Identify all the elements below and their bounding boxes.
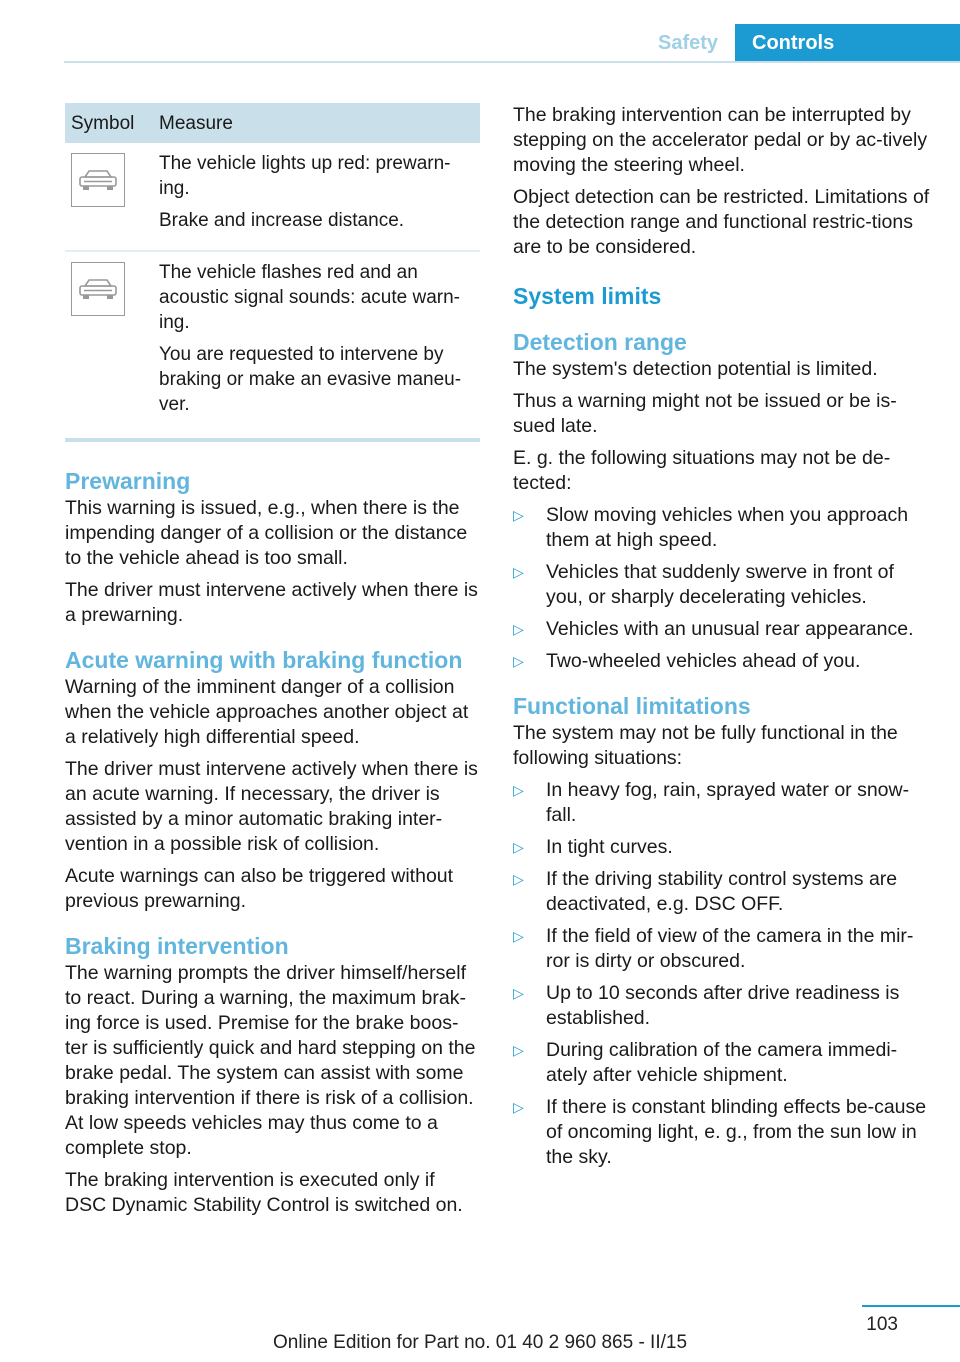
table-row xyxy=(65,143,480,251)
symbol-table xyxy=(65,103,480,434)
paragraph: The system may not be fully functional in the following situations: xyxy=(513,722,898,769)
page-number-rule xyxy=(862,1305,960,1307)
symbol-cell xyxy=(65,251,153,434)
paragraph: The driver must intervene actively when there is an acute warning. If necessary, the driver is assisted by a minor automatic braking inter-vention in a possible risk of collision. xyxy=(65,758,478,855)
paragraph: This warning is issued, e.g., when there is the impending danger of a collision or the distance to the vehicle ahead is too small. xyxy=(65,497,468,569)
paragraph: The braking intervention is executed only if DSC Dynamic Stability Control is switched on. xyxy=(65,1169,463,1216)
bullet-arrow-icon: ▷ xyxy=(513,985,524,1001)
section-title-system-limits: System limits xyxy=(513,283,662,309)
measure-text: You are requested to intervene by braking or make an evasive maneu-ver. xyxy=(159,344,462,415)
page-number: 103 xyxy=(866,1314,898,1335)
paragraph: The driver must intervene actively when there is a prewarning. xyxy=(65,579,478,626)
section-title-functional-limitations: Functional limitations xyxy=(513,693,751,719)
bullet-arrow-icon: ▷ xyxy=(513,564,524,580)
header-tab-controls: Controls xyxy=(735,24,960,62)
list-item: ▷ Two-wheeled vehicles ahead of you. xyxy=(513,650,861,672)
measure-cell xyxy=(153,143,480,251)
list-item: ▷ In tight curves. xyxy=(513,836,673,858)
right-column xyxy=(513,103,933,1177)
section-title-braking-intervention: Braking intervention xyxy=(65,933,289,959)
list-item: ▷ Slow moving vehicles when you approach them at high speed. xyxy=(513,504,909,551)
measure-text: Brake and increase distance. xyxy=(159,210,405,231)
col-symbol-header: Symbol xyxy=(65,103,153,143)
table-header-row xyxy=(65,103,480,143)
paragraph: The braking intervention can be interrupted by stepping on the accelerator pedal or by ac-tively moving the steering wheel. xyxy=(513,104,928,176)
list-item: ▷ In heavy fog, rain, sprayed water or snow-fall. xyxy=(513,779,910,826)
header-tab-safety: Safety xyxy=(657,32,719,54)
list-item: ▷ Vehicles that suddenly swerve in front of you, or sharply decelerating vehicles. xyxy=(513,561,894,608)
table-row xyxy=(65,251,480,434)
edition-footer: Online Edition for Part no. 01 40 2 960 865 - II/15 xyxy=(272,1332,688,1353)
measure-cell xyxy=(153,251,480,434)
paragraph: Acute warnings can also be triggered without previous prewarning. xyxy=(65,865,454,912)
measure-text: The vehicle lights up red: prewarn-ing. xyxy=(159,153,451,199)
bullet-arrow-icon: ▷ xyxy=(513,782,524,798)
bullet-arrow-icon: ▷ xyxy=(513,871,524,887)
bullet-arrow-icon: ▷ xyxy=(513,839,524,855)
header-divider xyxy=(64,61,960,63)
paragraph: E. g. the following situations may not be de-tected: xyxy=(513,447,891,494)
bullet-arrow-icon: ▷ xyxy=(513,1042,524,1058)
left-column xyxy=(65,103,480,1225)
col-measure-header: Measure xyxy=(153,103,480,143)
bullet-arrow-icon: ▷ xyxy=(513,507,524,523)
bullet-arrow-icon: ▷ xyxy=(513,928,524,944)
symbol-cell xyxy=(65,143,153,251)
list-item: ▷ Vehicles with an unusual rear appearance. xyxy=(513,618,914,640)
paragraph: Warning of the imminent danger of a collision when the vehicle approaches another object at a relatively high differential speed. xyxy=(65,676,469,748)
list-item: ▷ If there is constant blinding effects be-cause of oncoming light, e. g., from the sun low in the sky. xyxy=(513,1096,927,1168)
bullet-arrow-icon: ▷ xyxy=(513,621,524,637)
car-warning-icon xyxy=(71,262,125,316)
paragraph: Object detection can be restricted. Limitations of the detection range and functional restric-tions are to be considered. xyxy=(513,186,930,258)
paragraph: The warning prompts the driver himself/herself to react. During a warning, the maximum brak-ing force is used. Premise for the brake boos-ter is sufficiently quick and hard stepping on the brake pedal. The system can assist with some braking intervention if there is risk of a collision. At low speeds vehicles may thus come to a complete stop. xyxy=(65,962,476,1159)
paragraph: Thus a warning might not be issued or be is-sued late. xyxy=(513,390,897,437)
section-title-prewarning: Prewarning xyxy=(65,468,191,494)
bullet-arrow-icon: ▷ xyxy=(513,653,524,669)
measure-text: The vehicle flashes red and an acoustic signal sounds: acute warn-ing. xyxy=(159,262,460,333)
list-item: ▷ During calibration of the camera immedi-ately after vehicle shipment. xyxy=(513,1039,898,1086)
section-title-detection-range: Detection range xyxy=(513,329,687,355)
functional-list xyxy=(513,778,933,1170)
list-item: ▷ Up to 10 seconds after drive readiness is established. xyxy=(513,982,900,1029)
detection-list xyxy=(513,503,933,674)
list-item: ▷ If the driving stability control systems are deactivated, e.g. DSC OFF. xyxy=(513,868,898,915)
car-warning-icon xyxy=(71,153,125,207)
bullet-arrow-icon: ▷ xyxy=(513,1099,524,1115)
list-item: ▷ If the field of view of the camera in the mir-ror is dirty or obscured. xyxy=(513,925,914,972)
section-title-acute-warning: Acute warning with braking function xyxy=(65,647,463,673)
paragraph: The system's detection potential is limited. xyxy=(513,358,878,380)
